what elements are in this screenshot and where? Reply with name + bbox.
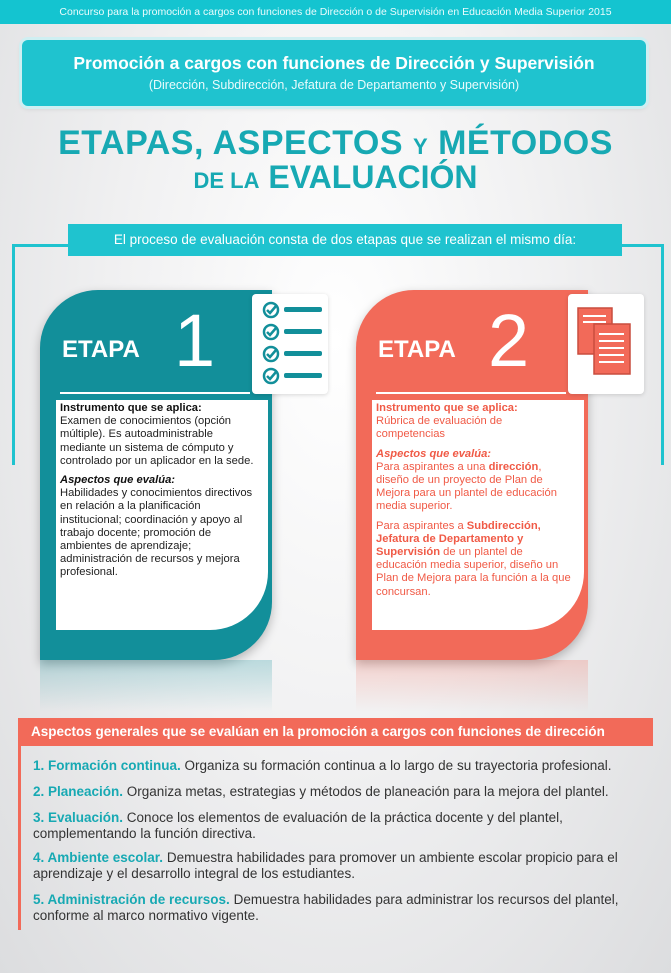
- list-item: 3. Evaluación. Conoce los elementos de evaluación de la práctica docente y del plantel, complementando la función directiva.: [33, 810, 563, 841]
- stage-2-aspects-p2: Para aspirantes a Subdirección, Jefatura de Departamento y Supervisión de un plantel de educación media superior, diseño un Plan de Mejora para la función a la que concursan.: [376, 519, 571, 598]
- title-part-2: Y: [412, 134, 429, 159]
- stage-2-card: [356, 290, 588, 660]
- stage-1-aspects-heading: Aspectos que evalúa:: [60, 474, 176, 487]
- general-aspects-heading: Aspectos generales que se evalúan en la promoción a cargos con funciones de dirección: [21, 718, 653, 746]
- title-part-5: EVALUACIÓN: [268, 159, 478, 195]
- stage-2-aspects-heading: Aspectos que evalúa:: [376, 447, 492, 460]
- general-aspects-section: [18, 718, 655, 930]
- stage-1-instrument-text: Examen de conocimientos (opción múltiple). Es autoadministrable mediante un sistema de cómputo y controlado por un aplicador en la sede.: [60, 415, 254, 467]
- stage-2-reflection: [356, 660, 588, 712]
- stage-2-instrument-heading: Instrumento que se aplica:: [376, 402, 518, 414]
- list-item: 2. Planeación. Organiza metas, estrategias y métodos de planeación para la mejora del plantel.: [33, 784, 609, 799]
- header-title: Promoción a cargos con funciones de Dirección y Supervisión: [73, 53, 595, 73]
- stage-1-reflection: [40, 660, 272, 712]
- header-subtitle: (Dirección, Subdirección, Jefatura de Departamento y Supervisión): [148, 78, 520, 92]
- title-part-1: ETAPAS, ASPECTOS: [58, 124, 404, 162]
- top-banner: Concurso para la promoción a cargos con funciones de Dirección o de Supervisión en Educación Media Superior 2015: [0, 0, 671, 24]
- header-box: [22, 40, 646, 106]
- stage-2-instrument-text: Rúbrica de evaluación de competencias: [376, 415, 503, 441]
- stage-2-panel: [372, 400, 584, 630]
- stage-1-label: ETAPA: [62, 336, 140, 363]
- list-item: 1. Formación continua. Organiza su formación continua a lo largo de su trayectoria profesional.: [33, 758, 612, 773]
- intro-text: El proceso de evaluación consta de dos etapas que se realizan el mismo día:: [68, 224, 622, 256]
- stage-2-aspects-p1: Para aspirantes a una dirección, diseño de un proyecto de Plan de Mejora para un plantel de educación media superior.: [376, 460, 557, 513]
- stage-2-label: ETAPA: [378, 336, 456, 363]
- stage-1-panel: [56, 400, 268, 630]
- stage-1-number: 1: [174, 299, 216, 382]
- list-item: 4. Ambiente escolar. Demuestra habilidades para promover un ambiente escolar propicio para el aprendizaje y el desarrollo integral de los estudiantes.: [33, 850, 618, 881]
- checklist-icon: [252, 294, 328, 394]
- documents-icon: [568, 294, 644, 394]
- title-part-4: DE LA: [193, 168, 260, 193]
- title-part-3: MÉTODOS: [438, 124, 613, 162]
- stage-1-card: [40, 290, 272, 660]
- stage-1-aspects-text: Habilidades y conocimientos directivos en relación a la planificación institucional; coordinación y apoyo al trabajo docente; promoción de ambientes de aprendizaje; administración de recursos y mejora profesional.: [60, 487, 253, 579]
- page-title: [0, 124, 671, 196]
- stage-1-instrument-heading: Instrumento que se aplica:: [60, 402, 202, 414]
- list-item: 5. Administración de recursos. Demuestra habilidades para administrar los recursos del plantel, conforme al marco normativo vigente.: [33, 892, 619, 923]
- stage-2-number: 2: [488, 299, 530, 382]
